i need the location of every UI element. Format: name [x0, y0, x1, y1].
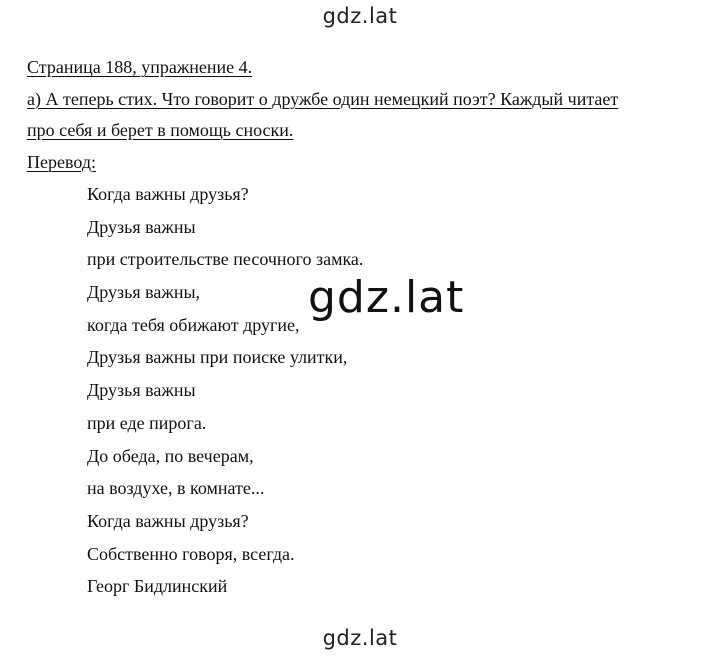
poem-line: когда тебя обижают другие,	[87, 314, 300, 335]
poem-line: До обеда, по вечерам,	[87, 445, 254, 466]
task-text-line-2: про себя и берет в помощь сноски.	[27, 120, 294, 140]
poem-line: Когда важны друзья?	[87, 510, 249, 531]
poem-line: Собственно говоря, всегда.	[87, 543, 295, 564]
watermark-top: gdz.lat	[322, 4, 398, 28]
poem-author: Георг Бидлинский	[87, 576, 228, 597]
poem-line: Друзья важны	[87, 216, 196, 237]
poem-line: Когда важны друзья?	[87, 184, 249, 204]
watermark-center: gdz.lat	[308, 272, 465, 323]
translation-label: Перевод:	[27, 151, 96, 172]
poem-line: на воздухе, в комнате...	[87, 478, 265, 499]
poem-line: Друзья важны при поиске улитки,	[87, 347, 348, 368]
page-reference: Страница 188, упражнение 4.	[27, 57, 253, 77]
poem-line: при строительстве песочного замка.	[87, 249, 364, 270]
poem-line: Друзья важны	[87, 380, 196, 401]
exercise-header	[27, 53, 618, 179]
poem-translation	[87, 180, 363, 605]
poem-line: при еде пирога.	[87, 412, 207, 433]
poem-line: Друзья важны,	[87, 282, 201, 303]
watermark-bottom: gdz.lat	[322, 626, 398, 650]
task-text-line-1: а) А теперь стих. Что говорит о дружбе один немецкий поэт? Каждый читает	[27, 88, 619, 109]
